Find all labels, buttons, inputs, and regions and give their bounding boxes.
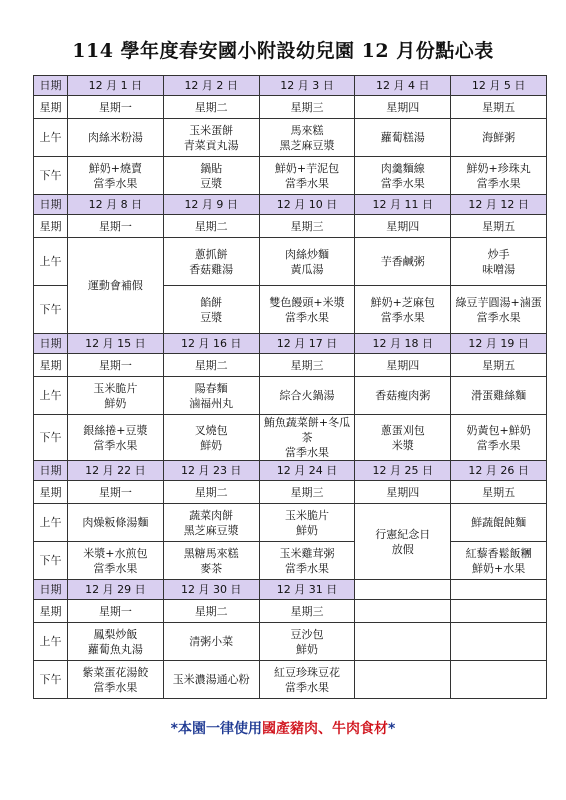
cell-line: 鳳梨炒飯 [93,627,138,641]
pm-snack-cell [163,542,259,580]
pm-snack-cell [259,542,355,580]
weekday-label: 星期 [34,215,68,238]
cell-line: 海鮮粥 [482,131,516,144]
cell-line: 當季水果 [284,310,329,324]
date-cell: 12 月 29 日 [68,580,164,600]
footer-suffix: * [388,721,396,737]
am-snack-cell [259,377,355,415]
cell-line: 綠豆芋圓湯+滷蛋 [455,295,542,309]
date-cell: 12 月 18 日 [355,334,451,354]
cell-line: 鮮奶+燒賣 [88,161,142,175]
am-label: 上午 [34,623,68,661]
empty-cell [355,661,451,699]
footer-prefix: *本園一律使用 [170,721,262,737]
cell-line: 肉絲米粉湯 [87,131,143,144]
pm-snack-cell [355,157,451,195]
cell-line: 米漿 [391,438,414,452]
pm-snack-cell [259,286,355,334]
am-snack-cell [355,377,451,415]
pm-snack-cell [451,286,547,334]
cell-line: 蔥蛋刈包 [380,423,425,437]
cell-line: 紅藜香鬆飯糰 [465,546,532,560]
pm-label: 下午 [34,661,68,699]
date-label: 日期 [34,461,68,481]
cell-line: 豆漿 [200,310,223,324]
weekday-cell: 星期四 [355,96,451,119]
cell-line: 黑芝麻豆漿 [183,523,239,537]
cell-line: 餡餅 [200,295,223,309]
cell-line: 鮮奶+水果 [471,561,526,575]
am-snack-cell [68,377,164,415]
am-snack-cell [68,623,164,661]
am-snack-cell [68,504,164,542]
empty-cell [451,661,547,699]
footer-note [0,718,566,738]
pm-snack-cell [451,415,547,461]
weekday-label: 星期 [34,354,68,377]
cell-line: 味噌湯 [482,262,516,276]
cell-line: 鮪魚蔬菜餅+冬瓜茶 [263,416,351,444]
date-row [34,580,547,600]
pm-snack-cell [163,661,259,699]
cell-line: 芋香鹹粥 [380,255,425,268]
holiday-cell: 運動會補假 [68,238,164,334]
date-cell: 12 月 24 日 [259,461,355,481]
date-cell: 12 月 3 日 [259,76,355,96]
weekday-cell: 星期一 [68,354,164,377]
cell-line: 當季水果 [93,438,138,452]
date-cell: 12 月 25 日 [355,461,451,481]
date-label: 日期 [34,76,68,96]
date-cell: 12 月 5 日 [451,76,547,96]
cell-line: 麥茶 [200,561,223,575]
am-snack-cell [259,623,355,661]
pm-snack-cell [163,157,259,195]
cell-line: 當季水果 [380,176,425,190]
date-row [34,195,547,215]
weekday-cell: 星期三 [259,481,355,504]
weekday-row [34,481,547,504]
weekday-cell: 星期五 [451,354,547,377]
footer-highlight: 國產豬肉、牛肉食材 [262,721,388,737]
cell-line: 鍋貼 [200,161,223,175]
am-snack-cell [163,623,259,661]
pm-snack-cell [451,542,547,580]
cell-line: 鮮奶+芝麻包 [370,295,435,309]
pm-row [34,415,547,461]
cell-line: 當季水果 [284,446,329,459]
empty-cell [355,623,451,661]
am-row [34,504,547,542]
cell-line: 行憲紀念日 [375,527,431,541]
pm-row [34,661,547,699]
weekday-cell: 星期一 [68,600,164,623]
cell-line: 炒手 [487,247,510,261]
weekday-label: 星期 [34,600,68,623]
empty-cell [355,580,451,600]
weekday-cell: 星期三 [259,354,355,377]
am-row [34,377,547,415]
date-cell: 12 月 26 日 [451,461,547,481]
pm-snack-cell [163,286,259,334]
empty-cell [451,580,547,600]
cell-line: 黃瓜湯 [290,262,324,276]
date-cell: 12 月 22 日 [68,461,164,481]
snack-menu-table [33,75,547,699]
cell-line: 雙色饅頭+米漿 [269,295,345,309]
weekday-cell: 星期四 [355,354,451,377]
am-row [34,238,547,286]
pm-label: 下午 [34,542,68,580]
cell-line: 香菇瘦肉粥 [375,389,431,402]
cell-line: 肉羹麵線 [380,161,425,175]
cell-line: 紫菜蛋花湯餃 [82,665,149,679]
pm-snack-cell [68,542,164,580]
am-snack-cell [163,119,259,157]
empty-cell [451,600,547,623]
date-cell: 12 月 31 日 [259,580,355,600]
date-cell: 12 月 12 日 [451,195,547,215]
cell-line: 當季水果 [476,438,521,452]
am-snack-cell [163,377,259,415]
am-snack-cell [451,238,547,286]
am-label: 上午 [34,377,68,415]
date-label: 日期 [34,195,68,215]
cell-line: 玉米脆片 [93,381,138,395]
pm-snack-cell [68,157,164,195]
cell-line: 肉絲炒麵 [284,247,329,261]
cell-line: 清粥小菜 [189,635,234,648]
cell-line: 豆漿 [200,176,223,190]
cell-line: 鮮奶 [295,642,318,656]
cell-line: 玉米雞茸粥 [279,546,335,560]
date-cell: 12 月 15 日 [68,334,164,354]
date-cell: 12 月 9 日 [163,195,259,215]
weekday-cell: 星期一 [68,481,164,504]
weekday-cell: 星期三 [259,215,355,238]
cell-line: 鮮蔬餛飩麵 [471,516,527,529]
am-snack-cell [355,238,451,286]
am-snack-cell [68,119,164,157]
date-cell: 12 月 1 日 [68,76,164,96]
cell-line: 黑糖馬來糕 [183,546,239,560]
cell-line: 當季水果 [93,176,138,190]
date-cell: 12 月 4 日 [355,76,451,96]
cell-line: 米漿+水煎包 [83,546,148,560]
pm-snack-cell [451,157,547,195]
cell-line: 鮮奶+芋泥包 [274,161,340,175]
cell-line: 綜合火鍋湯 [279,389,335,402]
cell-line: 當季水果 [476,310,521,324]
weekday-cell: 星期五 [451,215,547,238]
pm-snack-cell [355,415,451,461]
am-snack-cell [451,377,547,415]
date-row [34,334,547,354]
weekday-cell: 星期二 [163,215,259,238]
pm-snack-cell [259,157,355,195]
cell-line: 放假 [391,542,414,556]
date-cell: 12 月 2 日 [163,76,259,96]
cell-line: 鮮奶 [104,396,127,410]
cell-line: 黑芝麻豆漿 [279,138,335,152]
date-label: 日期 [34,334,68,354]
cell-line: 鮮奶+珍珠丸 [466,161,531,175]
weekday-cell: 星期四 [355,215,451,238]
cell-line: 蘿蔔糕湯 [380,131,425,144]
weekday-cell: 星期二 [163,600,259,623]
cell-line: 鮮奶 [200,438,223,452]
weekday-row [34,354,547,377]
empty-cell [355,600,451,623]
date-cell: 12 月 8 日 [68,195,164,215]
pm-snack-cell [259,415,355,461]
am-snack-cell [163,504,259,542]
cell-line: 當季水果 [476,176,521,190]
cell-line: 銀絲捲+豆漿 [83,423,148,437]
cell-line: 蔬菜肉餅 [189,508,234,522]
weekday-cell: 星期二 [163,354,259,377]
weekday-row [34,215,547,238]
pm-row [34,157,547,195]
am-label: 上午 [34,504,68,542]
weekday-row [34,96,547,119]
cell-line: 馬來糕 [290,123,324,137]
am-snack-cell [163,238,259,286]
empty-cell [451,623,547,661]
cell-line: 陽春麵 [194,381,228,395]
date-cell: 12 月 19 日 [451,334,547,354]
am-snack-cell [355,119,451,157]
am-snack-cell [259,119,355,157]
pm-snack-cell [259,661,355,699]
weekday-cell: 星期五 [451,481,547,504]
pm-snack-cell [68,661,164,699]
holiday-cell [355,504,451,580]
cell-line: 當季水果 [380,310,425,324]
am-snack-cell [259,504,355,542]
cell-line: 青菜貢丸湯 [183,138,239,152]
date-cell: 12 月 30 日 [163,580,259,600]
cell-line: 鮮奶 [295,523,318,537]
cell-line: 當季水果 [93,680,138,694]
page-title: 114 學年度春安國小附設幼兒園 12 月份點心表 [72,40,494,62]
pm-row [34,542,547,580]
cell-line: 蘿蔔魚丸湯 [87,642,143,656]
weekday-cell: 星期二 [163,96,259,119]
cell-line: 奶黃包+鮮奶 [466,423,531,437]
cell-line: 當季水果 [284,561,329,575]
pm-label: 下午 [34,286,68,334]
cell-line: 紅豆珍珠豆花 [273,665,340,679]
date-cell: 12 月 17 日 [259,334,355,354]
date-cell: 12 月 16 日 [163,334,259,354]
cell-line: 叉燒包 [194,423,228,437]
pm-snack-cell [163,415,259,461]
weekday-cell: 星期一 [68,96,164,119]
date-row [34,461,547,481]
date-row [34,76,547,96]
cell-line: 香菇雞湯 [189,262,234,276]
weekday-cell: 星期四 [355,481,451,504]
weekday-row [34,600,547,623]
weekday-label: 星期 [34,481,68,504]
cell-line: 豆沙包 [290,627,324,641]
cell-line: 當季水果 [284,176,329,190]
am-row [34,119,547,157]
weekday-cell: 星期二 [163,481,259,504]
date-label: 日期 [34,580,68,600]
cell-line: 肉燥粄條湯麵 [82,516,149,529]
am-snack-cell [451,119,547,157]
pm-label: 下午 [34,415,68,461]
weekday-cell: 星期三 [259,96,355,119]
cell-line: 當季水果 [284,680,329,694]
am-snack-cell [259,238,355,286]
weekday-cell: 星期一 [68,215,164,238]
cell-line: 玉米濃湯通心粉 [172,673,250,686]
cell-line: 滑蛋雞絲麵 [471,389,527,402]
cell-line: 玉米蛋餅 [189,123,234,137]
date-cell: 12 月 10 日 [259,195,355,215]
pm-snack-cell [68,415,164,461]
pm-label: 下午 [34,157,68,195]
pm-snack-cell [355,286,451,334]
am-label: 上午 [34,119,68,157]
cell-line: 滷福州丸 [189,396,234,410]
am-label: 上午 [34,238,68,286]
am-snack-cell [451,504,547,542]
weekday-cell: 星期三 [259,600,355,623]
am-row [34,623,547,661]
cell-line: 當季水果 [93,561,138,575]
weekday-cell: 星期五 [451,96,547,119]
date-cell: 12 月 23 日 [163,461,259,481]
weekday-label: 星期 [34,96,68,119]
date-cell: 12 月 11 日 [355,195,451,215]
cell-line: 蔥抓餅 [194,247,228,261]
cell-line: 玉米脆片 [284,508,329,522]
